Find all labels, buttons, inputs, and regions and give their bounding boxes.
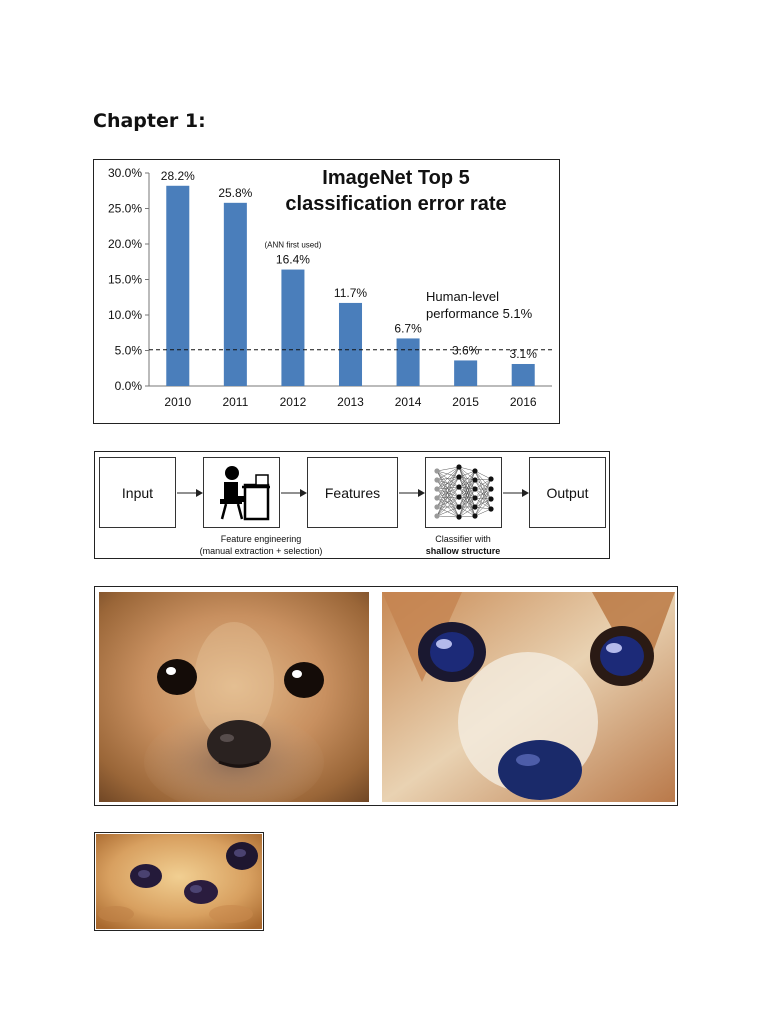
- caption-line: (manual extraction + selection): [199, 546, 323, 556]
- caption-line: shallow structure: [425, 546, 501, 556]
- bar-annotation: (ANN first used): [264, 240, 322, 250]
- y-tick-label: 25.0%: [107, 201, 142, 216]
- dog-photo-comparison: [94, 586, 678, 806]
- bar-value-label: 11.7%: [333, 285, 368, 300]
- blueberry-muffin-frame: [94, 832, 264, 931]
- chart-canvas: [94, 160, 561, 425]
- classifier-caption: [393, 533, 533, 557]
- x-tick-label: 2016: [509, 395, 537, 409]
- x-tick-label: 2010: [164, 395, 192, 409]
- x-tick-label: 2011: [222, 395, 249, 409]
- caption-line: Classifier with: [435, 534, 491, 544]
- stylized-dog-face-photo: [382, 592, 675, 802]
- bar: [281, 270, 304, 386]
- bar: [454, 360, 477, 386]
- input-box: [99, 457, 176, 528]
- x-tick-label: 2014: [394, 395, 422, 409]
- y-tick-label: 10.0%: [107, 308, 142, 322]
- features-label: Features: [324, 484, 381, 501]
- human-performance-label: Human-level: [426, 289, 499, 304]
- person-at-desk-icon: [212, 463, 272, 523]
- bar-value-label: 6.7%: [394, 321, 422, 336]
- arrow-right-icon: [398, 487, 426, 499]
- y-tick-label: 15.0%: [107, 272, 142, 287]
- bar-value-label: 28.2%: [160, 168, 195, 183]
- feature-engineering-caption: [161, 533, 361, 557]
- x-tick-label: 2013: [337, 395, 364, 409]
- error-rate-chart: [93, 159, 560, 424]
- arrow-right-icon: [176, 487, 204, 499]
- bar: [512, 364, 535, 386]
- bar-value-label: 3.1%: [509, 346, 537, 361]
- bar: [166, 186, 189, 386]
- classifier-box: [425, 457, 502, 528]
- y-tick-label: 5.0%: [114, 343, 142, 358]
- bar-value-label: 16.4%: [275, 252, 310, 267]
- arrow-right-icon: [280, 487, 308, 499]
- y-tick-label: 20.0%: [107, 237, 142, 251]
- arrow-right-icon: [502, 487, 530, 499]
- bar: [224, 203, 247, 386]
- x-tick-label: 2012: [279, 395, 307, 409]
- feature-engineering-box: [203, 457, 280, 528]
- caption-line: Feature engineering: [220, 534, 302, 544]
- bar: [397, 338, 420, 386]
- chart-title-line-1: ImageNet Top 5: [322, 167, 470, 189]
- chapter-heading: Chapter 1:: [93, 110, 206, 132]
- bar-value-label: 25.8%: [218, 185, 253, 200]
- y-tick-label: 0.0%: [114, 379, 142, 393]
- blueberry-muffin-photo: [96, 834, 262, 929]
- chart-title-line-2: classification error rate: [285, 193, 507, 215]
- bar: [339, 303, 362, 386]
- output-label: Output: [546, 484, 589, 501]
- output-box: [529, 457, 606, 528]
- y-tick-label: 30.0%: [107, 166, 142, 180]
- input-label: Input: [121, 484, 154, 501]
- ml-pipeline-diagram: [94, 451, 610, 559]
- pomeranian-face-photo: [99, 592, 369, 802]
- features-box: [307, 457, 398, 528]
- x-tick-label: 2015: [452, 395, 479, 409]
- human-performance-label: performance 5.1%: [426, 306, 533, 321]
- neural-network-icon: [429, 461, 499, 525]
- bar-value-label: 3.6%: [451, 343, 480, 358]
